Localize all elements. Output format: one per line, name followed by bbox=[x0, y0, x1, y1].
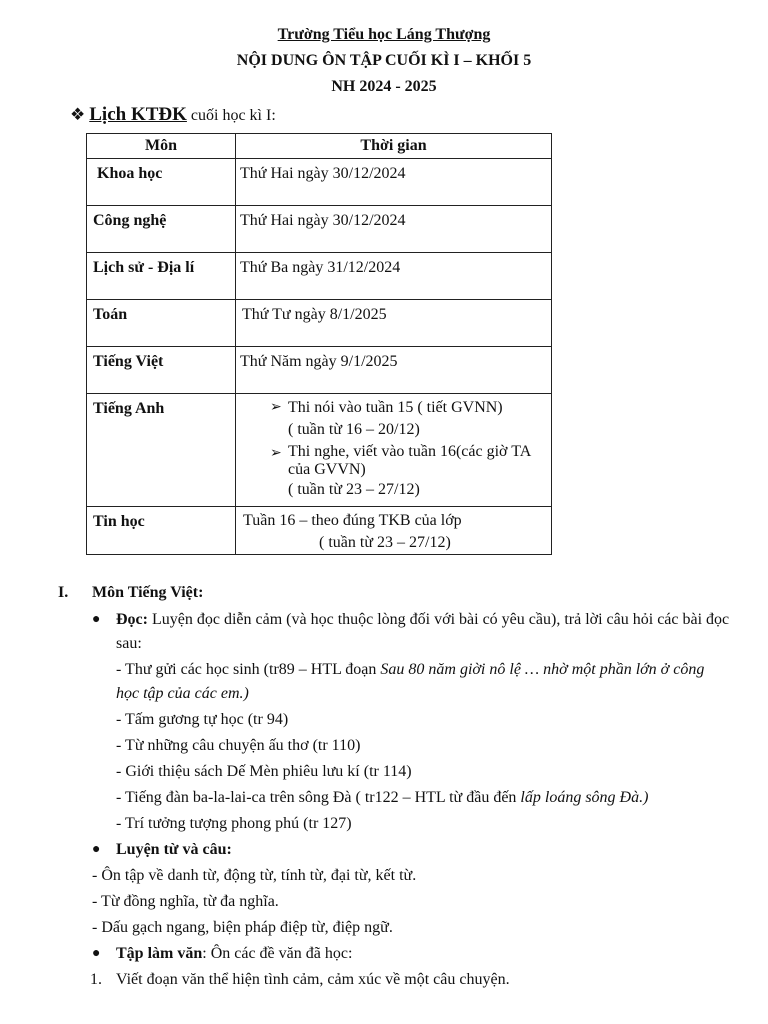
english-item-2: Thi nghe, viết vào tuần 16(các giờ TA của GVVN) bbox=[288, 443, 531, 478]
school-name: Trường Tiểu học Láng Thượng bbox=[277, 26, 491, 43]
list-item bbox=[116, 786, 730, 810]
vocab-list bbox=[92, 864, 730, 940]
reading-item-italic: lấp loáng sông Đà.) bbox=[520, 789, 649, 806]
list-item: - Tấm gương tự học (tr 94) bbox=[116, 711, 289, 728]
subject-cell: Tin học bbox=[87, 507, 236, 555]
english-item-1-dates: ( tuần từ 16 – 20/12) bbox=[288, 421, 420, 438]
time-cell: Thứ Tư ngày 8/1/2025 bbox=[236, 300, 552, 347]
english-exam-list bbox=[240, 397, 551, 501]
bullet-icon: ● bbox=[92, 946, 101, 961]
reading-label: Đọc: bbox=[116, 611, 148, 628]
table-header-row bbox=[87, 134, 552, 159]
reading-item-text: - Thư gửi các học sinh (tr89 – HTL đoạn bbox=[116, 661, 381, 678]
reading-bullet bbox=[90, 608, 730, 656]
list-item: - Ôn tập về danh từ, động từ, tính từ, đại từ, kết từ. bbox=[92, 867, 417, 884]
list-item: - Dấu gạch ngang, biện pháp điệp từ, điệp ngữ. bbox=[92, 919, 393, 936]
school-year: NH 2024 - 2025 bbox=[331, 78, 437, 95]
list-item bbox=[270, 443, 551, 501]
exam-schedule-table bbox=[86, 133, 552, 555]
subject-cell: Tiếng Anh bbox=[87, 394, 236, 507]
time-cell bbox=[236, 394, 552, 507]
essay-label: Tập làm văn bbox=[116, 945, 203, 962]
it-time-line-1: Tuần 16 – theo đúng TKB của lớp bbox=[243, 512, 462, 529]
column-header-time: Thời gian bbox=[236, 134, 552, 159]
diamond-bullet-icon: ❖ bbox=[70, 105, 86, 124]
reading-text: Luyện đọc diễn cảm (và học thuộc lòng đối với bài có yêu cầu), trả lời câu hỏi các bài đọc sau: bbox=[116, 611, 730, 652]
list-item bbox=[270, 397, 551, 441]
english-item-1: Thi nói vào tuần 15 ( tiết GVNN) bbox=[288, 399, 503, 416]
table-row bbox=[87, 347, 552, 394]
subject-cell: Toán bbox=[87, 300, 236, 347]
time-cell: Thứ Ba ngày 31/12/2024 bbox=[236, 253, 552, 300]
table-row-it bbox=[87, 507, 552, 555]
list-item: - Từ đồng nghĩa, từ đa nghĩa. bbox=[92, 893, 279, 910]
bullet-icon: ● bbox=[92, 842, 101, 857]
arrow-bullet-icon: ➢ bbox=[270, 446, 282, 461]
table-row-english bbox=[87, 394, 552, 507]
list-item: - Từ những câu chuyện ấu thơ (tr 110) bbox=[116, 737, 361, 754]
time-cell: Thứ Năm ngày 9/1/2025 bbox=[236, 347, 552, 394]
list-item: - Giới thiệu sách Dế Mèn phiêu lưu kí (tr 114) bbox=[116, 763, 412, 780]
column-header-subject: Môn bbox=[87, 134, 236, 159]
reading-list bbox=[90, 658, 730, 836]
essay-item-text: Viết đoạn văn thể hiện tình cảm, cảm xúc về một câu chuyện. bbox=[116, 971, 510, 988]
vocab-label: Luyện từ và câu: bbox=[116, 841, 232, 858]
subject-cell: Công nghệ bbox=[87, 206, 236, 253]
table-row bbox=[87, 300, 552, 347]
section-number: I. bbox=[58, 584, 69, 601]
time-cell: Thứ Hai ngày 30/12/2024 bbox=[236, 159, 552, 206]
section-heading-vietnamese bbox=[58, 584, 203, 602]
essay-bullet bbox=[90, 942, 730, 966]
reading-item-text: - Tiếng đàn ba-la-lai-ca trên sông Đà ( tr122 – HTL từ đầu đến bbox=[116, 789, 521, 806]
section-title: Môn Tiếng Việt: bbox=[92, 584, 204, 601]
time-cell bbox=[236, 507, 552, 555]
essay-text: : Ôn các đề văn đã học: bbox=[202, 945, 353, 962]
vocab-bullet bbox=[90, 838, 730, 862]
schedule-heading-bold: Lịch KTĐK bbox=[89, 104, 187, 125]
document-title: NỘI DUNG ÔN TẬP CUỐI KÌ I – KHỐI 5 bbox=[236, 52, 532, 69]
bullet-icon: ● bbox=[92, 612, 101, 627]
table-row bbox=[87, 253, 552, 300]
table-row bbox=[87, 206, 552, 253]
section-content bbox=[90, 608, 730, 992]
schedule-heading-rest: cuối học kì I: bbox=[186, 107, 276, 124]
english-item-2-dates: ( tuần từ 23 – 27/12) bbox=[288, 481, 420, 498]
schedule-heading bbox=[70, 104, 276, 126]
subject-cell: Tiếng Việt bbox=[87, 347, 236, 394]
essay-item bbox=[90, 968, 730, 992]
it-time-line-2: ( tuần từ 23 – 27/12) bbox=[319, 534, 451, 551]
subject-cell: Lịch sử - Địa lí bbox=[87, 253, 236, 300]
time-cell: Thứ Hai ngày 30/12/2024 bbox=[236, 206, 552, 253]
list-item bbox=[116, 658, 730, 706]
reading-item-italic: Sau 80 năm giời nô lệ … nhờ một phần lớn ở công học tập của các em.) bbox=[116, 661, 705, 702]
item-number: 1. bbox=[90, 971, 102, 988]
table-row bbox=[87, 159, 552, 206]
subject-cell: Khoa học bbox=[87, 159, 236, 206]
arrow-bullet-icon: ➢ bbox=[270, 400, 282, 415]
list-item: - Trí tưởng tượng phong phú (tr 127) bbox=[116, 815, 352, 832]
